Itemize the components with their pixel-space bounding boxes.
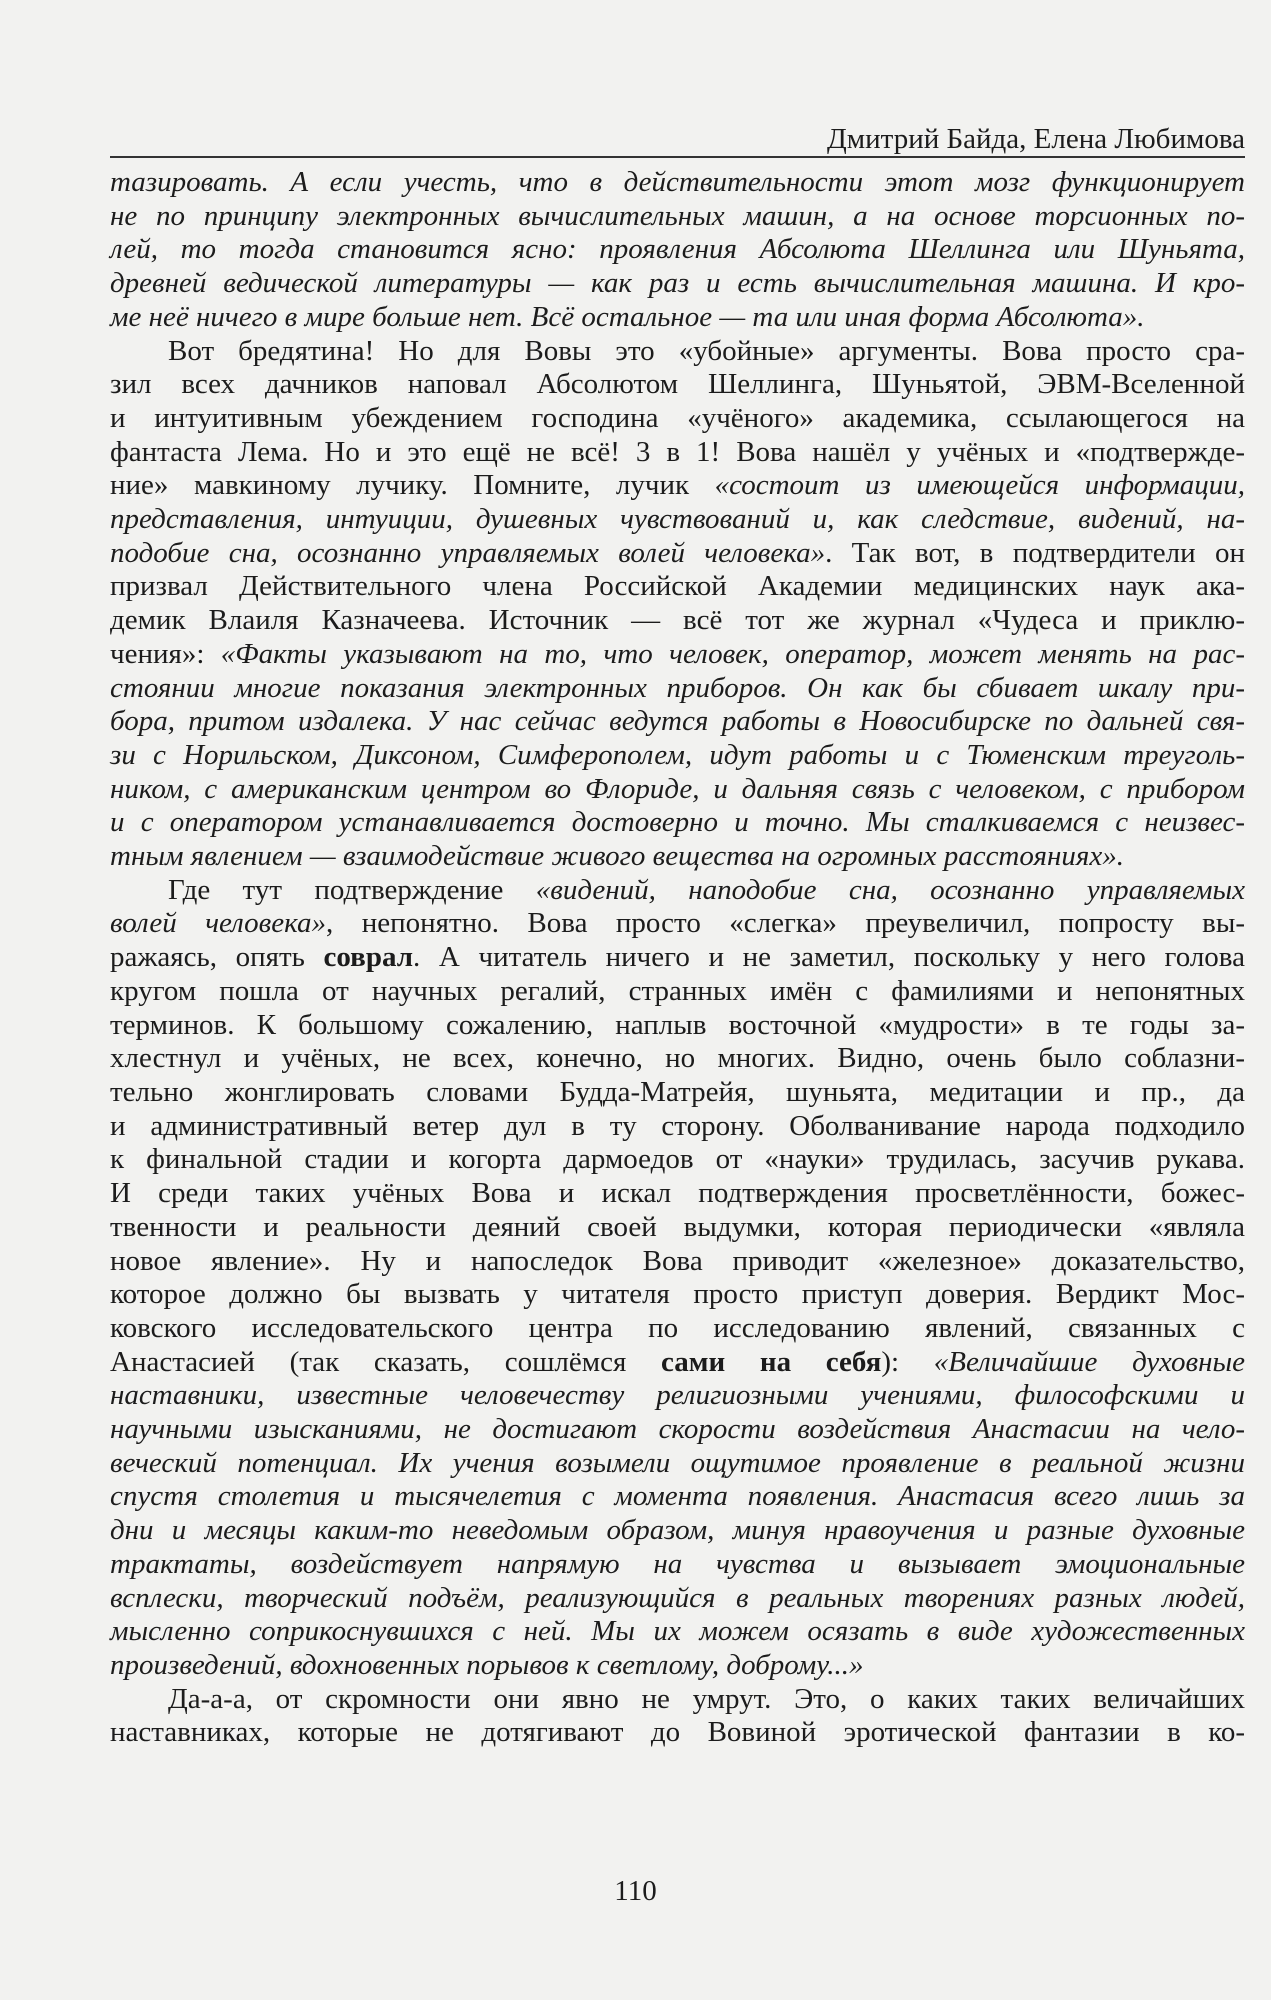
text-line: стоянии многие показания электронных приборов. Он как бы сбивает шкалу при- (110, 671, 1245, 704)
text-line: спустя столетия и тысячелетия с момента появления. Анастасия всего лишь за (110, 1480, 1245, 1513)
text-line: которое должно бы вызвать у читателя просто приступ доверия. Вердикт Мос- (110, 1278, 1245, 1311)
text-line: новое явление». Ну и напоследок Вова приводит «железное» доказательство, (110, 1244, 1245, 1277)
text-line: демик Влаиля Казначеева. Источник — всё тот же журнал «Чудеса и приклю- (110, 604, 1245, 637)
text-line: Где тут подтверждение «видений, наподобие сна, осознанно управляемых (168, 873, 1246, 906)
text-line: ражаясь, опять соврал. А читатель ничего и не заметил, поскольку у него голова (110, 941, 1245, 974)
paragraph-1 (110, 166, 1245, 335)
text-line: ме неё ничего в мире больше нет. Всё остальное — та или иная форма Абсолюта». (110, 300, 1145, 333)
text-line: и административный ветер дул в ту сторону. Оболванивание народа подходило (110, 1109, 1245, 1142)
text-line: тным явлением — взаимодействие живого вещества на огромных расстояниях». (110, 840, 1124, 873)
paragraph-3 (110, 874, 1245, 1683)
text-line: наставники, известные человечеству религиозными учениями, философскими и (110, 1379, 1245, 1412)
text-line: ковского исследовательского центра по исследованию явлений, связанных с (110, 1311, 1245, 1344)
text-line: представления, интуиции, душевных чувствований и, как следствие, видений, на- (110, 503, 1245, 536)
text-line: Анастасией (так сказать, сошлёмся сами на себя): «Величайшие духовные (110, 1345, 1245, 1378)
text-line: тазировать. А если учесть, что в действительности этот мозг функционирует (110, 166, 1245, 198)
text-line: зи с Норильском, Диксоном, Симферополем, идут работы и с Тюменским треуголь- (110, 738, 1245, 771)
text-line: чения»: «Факты указывают на то, что человек, оператор, может менять на рас- (110, 637, 1245, 670)
text-line: трактаты, воздействует напрямую на чувства и вызывает эмоциональные (110, 1547, 1245, 1580)
text-line: древней ведической литературы — как раз и есть вычислительная машина. И кро- (110, 267, 1245, 300)
text-line: лей, то тогда становится ясно: проявления Абсолюта Шеллинга или Шуньята, (110, 233, 1245, 266)
paragraph-4 (110, 1683, 1245, 1750)
text-line: зил всех дачников наповал Абсолютом Шеллинга, Шуньятой, ЭВМ-Вселенной (110, 368, 1245, 401)
text-line: волей человека», непонятно. Вова просто «слегка» преувеличил, попросту вы- (110, 907, 1245, 940)
text-line: твенности и реальности деяний своей выдумки, которая периодически «являла (110, 1210, 1245, 1243)
text-line: терминов. К большому сожалению, наплыв восточной «мудрости» в те годы за- (110, 1008, 1245, 1041)
text-line: Да-а-а, от скромности они явно не умрут. Это, о каких таких величайших (168, 1682, 1245, 1715)
text-line: мысленно соприкоснувшихся с ней. Мы их можем осязать в виде художественных (110, 1615, 1245, 1648)
text-line: и интуитивным убеждением господина «учёного» академика, ссылающегося на (110, 401, 1245, 434)
page-number: 110 (614, 1875, 657, 1907)
text-line: к финальной стадии и когорта дармоедов от «науки» трудилась, засучив рукава. (110, 1143, 1245, 1176)
text-line: И среди таких учёных Вова и искал подтверждения просветлённости, божес- (110, 1177, 1245, 1210)
header-rule (110, 156, 1245, 158)
running-header: Дмитрий Байда, Елена Любимова (827, 123, 1245, 155)
text-line: фантаста Лема. Но и это ещё не всё! 3 в 1! Вова нашёл у учёных и «подтвержде- (110, 435, 1245, 468)
text-line: и с оператором устанавливается достоверно и точно. Мы сталкиваемся с неизвес- (110, 806, 1245, 839)
text-line: не по принципу электронных вычислительных машин, а на основе торсионных по- (110, 199, 1245, 232)
text-line: бора, притом издалека. У нас сейчас ведутся работы в Новосибирске по дальней свя- (110, 705, 1245, 738)
text-line: наставниках, которые не дотягивают до Вовиной эротической фантазии в ко- (110, 1716, 1245, 1749)
text-line: веческий потенциал. Их учения возымели ощутимое проявление в реальной жизни (110, 1446, 1245, 1479)
text-line: призвал Действительного члена Российской Академии медицинских наук ака- (110, 570, 1245, 603)
text-line: тельно жонглировать словами Будда-Матрейя, шуньята, медитации и пр., да (110, 1075, 1245, 1108)
text-line: научными изысканиями, не достигают скорости воздействия Анастасии на чело- (110, 1413, 1245, 1446)
text-line: подобие сна, осознанно управляемых волей человека». Так вот, в подтвердители он (110, 536, 1245, 569)
paragraph-2 (110, 335, 1245, 874)
text-line: ние» мавкиному лучику. Помните, лучик «состоит из имеющейся информации, (110, 469, 1245, 502)
text-line: ником, с американским центром во Флориде, и дальняя связь с человеком, с прибором (110, 772, 1245, 805)
text-line: хлестнул и учёных, не всех, конечно, но многих. Видно, очень было соблазни- (110, 1042, 1245, 1075)
page-body (110, 166, 1245, 1750)
text-line: Вот бредятина! Но для Вовы это «убойные» аргументы. Вова просто сра- (168, 334, 1245, 367)
text-line: всплески, творческий подъём, реализующийся в реальных творениях разных людей, (110, 1581, 1245, 1614)
text-line: кругом пошла от научных регалий, странных имён с фамилиями и непонятных (110, 974, 1245, 1007)
text-line: произведений, вдохновенных порывов к светлому, доброму...» (110, 1648, 864, 1681)
text-line: дни и месяцы каким-то неведомым образом, минуя нравоучения и разные духовные (110, 1514, 1245, 1547)
